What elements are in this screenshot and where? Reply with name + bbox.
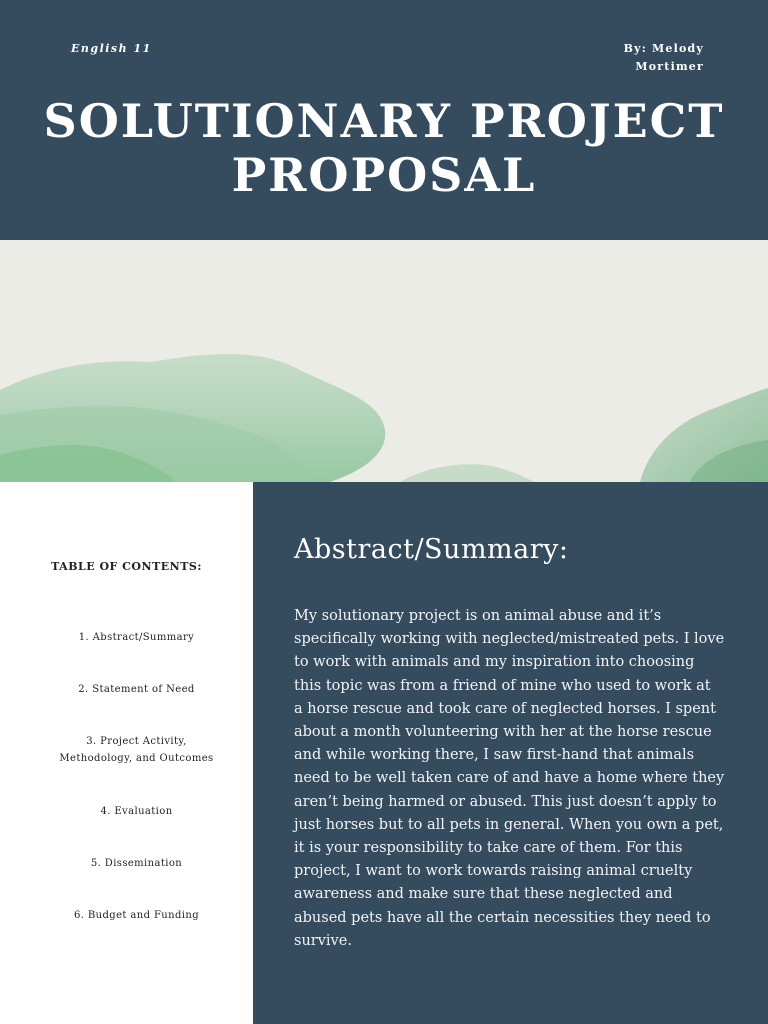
toc-item-label: 1. Abstract/Summary xyxy=(78,632,195,643)
paragraph-line: and while working there, I saw first-hand that animals xyxy=(294,747,695,764)
author-byline xyxy=(544,40,704,76)
header-band xyxy=(0,0,768,240)
abstract-paragraph xyxy=(294,605,725,953)
document-title xyxy=(0,94,768,202)
title-line: SOLUTIONARY PROJECT xyxy=(43,94,725,148)
paragraph-line: a horse rescue and took care of neglected horses. I spent xyxy=(294,700,716,717)
paragraph-line: this topic was from a friend of mine who used to work at xyxy=(294,677,711,694)
paragraph-line: awareness and make sure that these neglected and xyxy=(294,886,673,903)
toc-item-project-activity[interactable] xyxy=(20,733,253,767)
toc-heading: TABLE OF CONTENTS: xyxy=(51,560,202,573)
toc-item-label: 4. Evaluation xyxy=(100,806,173,817)
paragraph-line: just horses but to all pets in general. When you own a pet, xyxy=(294,816,724,833)
paragraph-line: to work with animals and my inspiration into choosing xyxy=(294,654,695,671)
toc-item-label: Methodology, and Outcomes xyxy=(59,753,214,764)
paragraph-line: it is your responsibility to take care of them. For this xyxy=(294,840,683,857)
paragraph-line: My solutionary project is on animal abuse and it’s xyxy=(294,608,662,624)
toc-item-label: 5. Dissemination xyxy=(90,858,183,869)
paragraph-line: about a month volunteering with her at the horse rescue xyxy=(294,724,712,741)
abstract-section xyxy=(253,482,768,1024)
toc-item-budget-and-funding[interactable] xyxy=(20,907,253,924)
paragraph-line: need to be well taken care of and have a home where they xyxy=(294,770,725,787)
watercolor-banner xyxy=(0,240,768,482)
paragraph-line: abused pets have all the certain necessities they need to xyxy=(294,909,711,926)
author-line: By: Melody xyxy=(623,42,704,55)
title-line: PROPOSAL xyxy=(231,148,537,202)
paragraph-line: project, I want to work towards raising animal cruelty xyxy=(294,863,693,880)
paragraph-line: aren’t being harmed or abused. This just doesn’t apply to xyxy=(294,793,717,810)
paragraph-line: survive. xyxy=(294,932,352,949)
toc-item-abstract[interactable] xyxy=(20,629,253,646)
watercolor-image xyxy=(0,240,768,482)
toc-item-label: 2. Statement of Need xyxy=(78,684,195,695)
section-title: Abstract/Summary: xyxy=(294,534,569,565)
toc-item-dissemination[interactable] xyxy=(20,855,253,872)
toc-item-label: 3. Project Activity, xyxy=(86,736,187,747)
toc-item-label: 6. Budget and Funding xyxy=(73,910,200,921)
toc-item-statement-of-need[interactable] xyxy=(20,681,253,698)
paragraph-line: specifically working with neglected/mistreated pets. I love xyxy=(294,631,725,648)
toc-item-evaluation[interactable] xyxy=(20,803,253,820)
table-of-contents xyxy=(0,482,253,1024)
course-label: English 11 xyxy=(71,42,152,55)
author-line: Mortimer xyxy=(635,60,704,73)
